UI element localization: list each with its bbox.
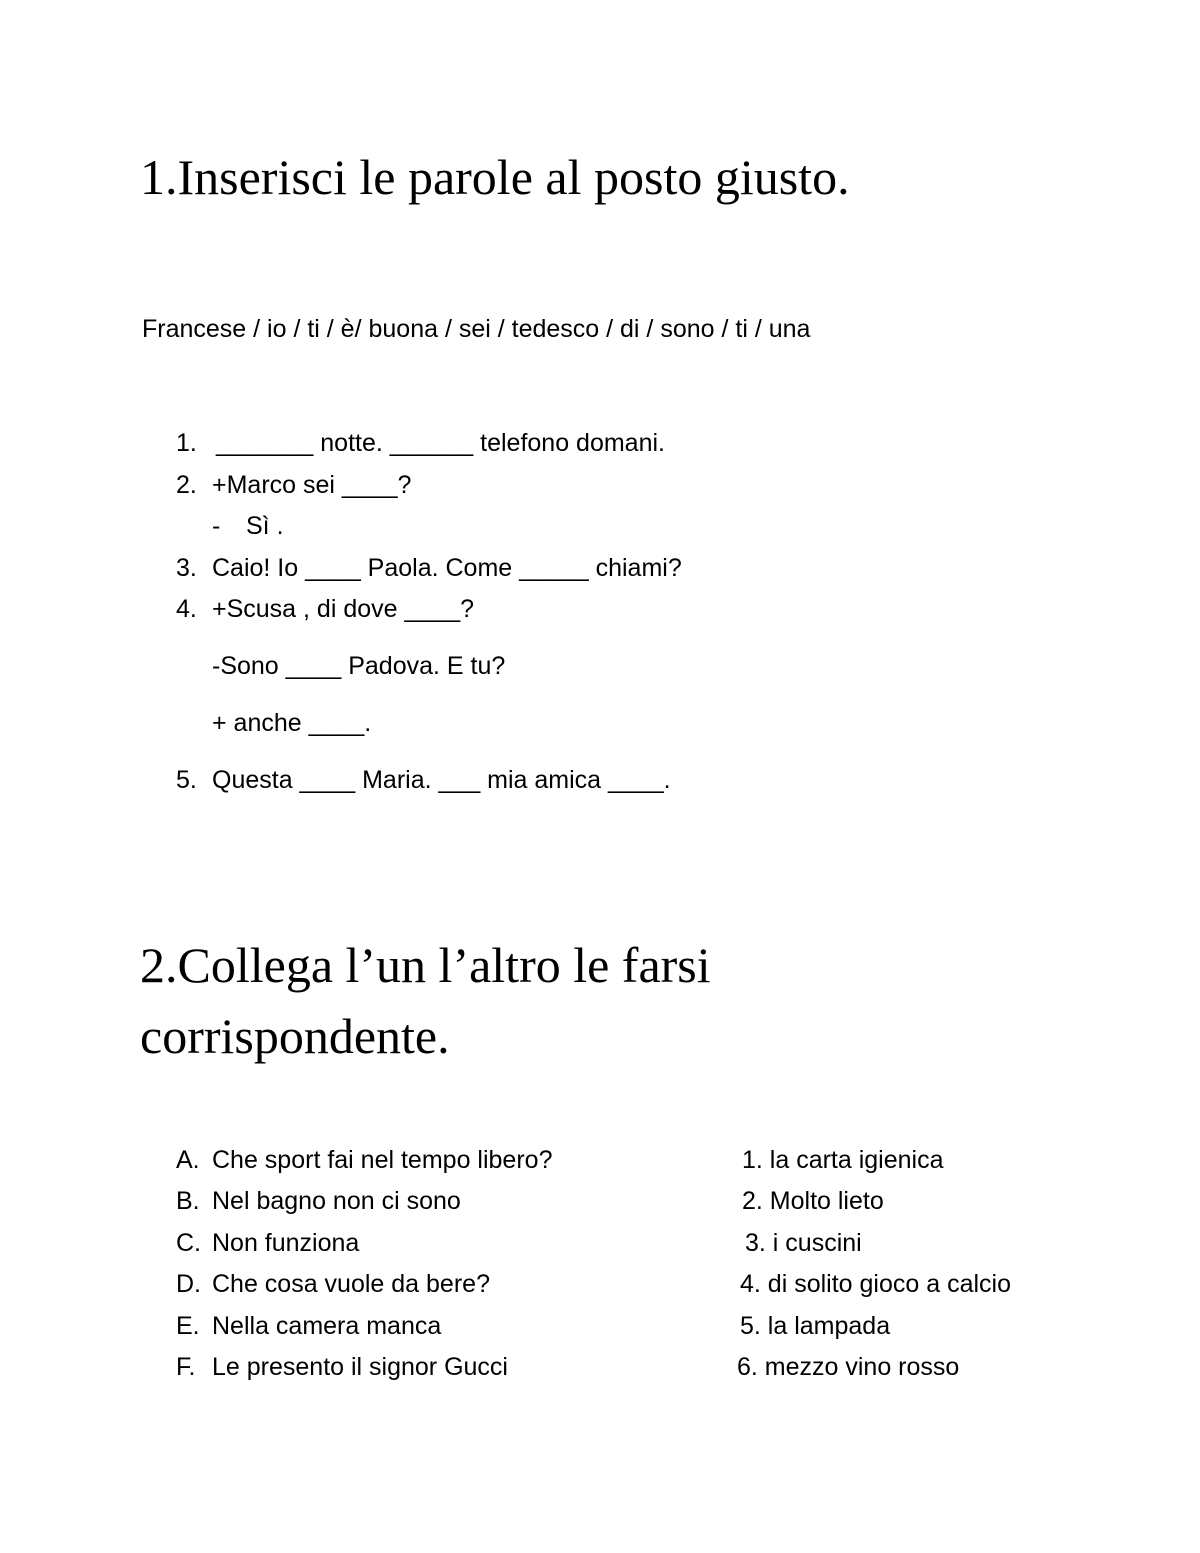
exercise-2-title: 2.Collega l’un l’altro le farsi [140,937,711,993]
right-item: 3. i cuscini [745,1229,862,1257]
list-item: + anche ____. [212,709,372,737]
list-item-marker: 3. [176,554,197,582]
list-item: Sì . [246,512,284,540]
exercise-2-title-continued: corrispondente. [140,1008,450,1064]
right-item: 1. la carta igienica [742,1146,944,1174]
left-item-marker: D. [176,1270,201,1298]
left-item: Non funziona [212,1229,360,1257]
left-item: Che cosa vuole da bere? [212,1270,490,1298]
list-item-marker: - [212,512,221,540]
right-item: 2. Molto lieto [742,1187,884,1215]
list-item: -Sono ____ Padova. E tu? [212,652,506,680]
left-item-marker: B. [176,1187,200,1215]
list-item-marker: 4. [176,595,197,623]
list-item-marker: 1. [176,429,197,457]
list-item: Caio! Io ____ Paola. Come _____ chiami? [212,554,682,582]
exercise-1-title: 1.Inserisci le parole al posto giusto. [140,149,850,205]
word-bank: Francese / io / ti / è/ buona / sei / tedesco / di / sono / ti / una [142,315,811,343]
left-item: Le presento il signor Gucci [212,1353,508,1381]
left-item-marker: E. [176,1312,200,1340]
right-item: 5. la lampada [740,1312,891,1340]
left-item-marker: C. [176,1229,201,1257]
left-item-marker: F. [176,1353,196,1381]
list-item-marker: 2. [176,471,197,499]
right-item: 4. di solito gioco a calcio [740,1270,1011,1298]
list-item: +Scusa , di dove ____? [212,595,474,623]
left-item-marker: A. [176,1146,200,1174]
list-item: _______ notte. ______ telefono domani. [216,429,665,457]
left-item: Nella camera manca [212,1312,442,1340]
list-item: Questa ____ Maria. ___ mia amica ____. [212,766,671,794]
left-item: Che sport fai nel tempo libero? [212,1146,553,1174]
left-item: Nel bagno non ci sono [212,1187,461,1215]
list-item-marker: 5. [176,766,197,794]
right-item: 6. mezzo vino rosso [737,1353,960,1381]
list-item: +Marco sei ____? [212,471,412,499]
